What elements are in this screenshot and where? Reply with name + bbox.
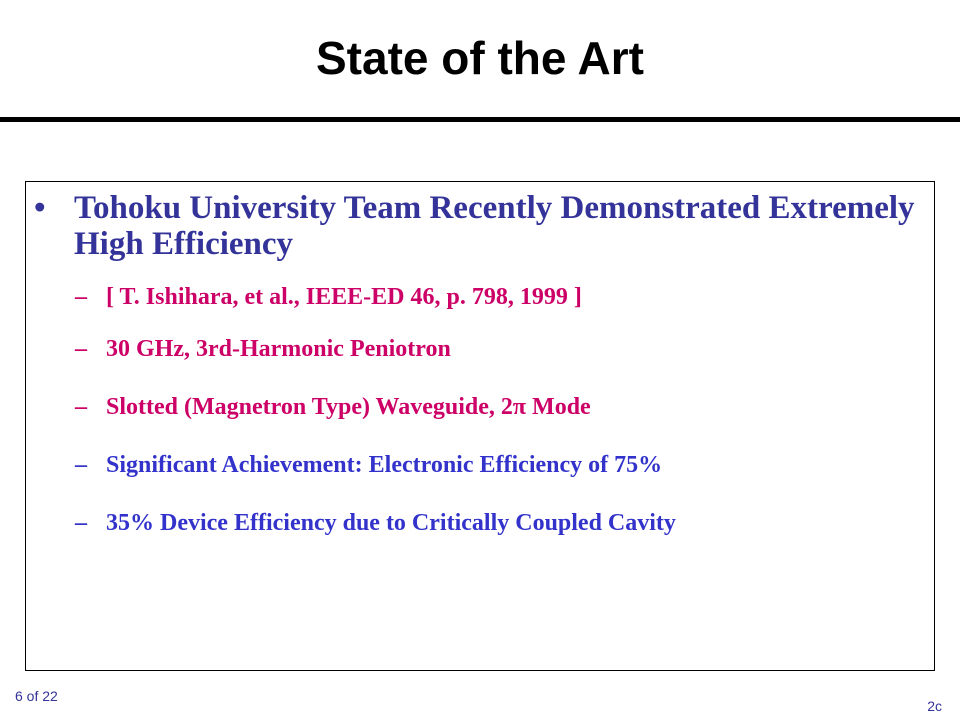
slide-code: 2c bbox=[927, 698, 942, 714]
sub-bullet-text: Significant Achievement: Electronic Efficiency of 75% bbox=[106, 452, 663, 478]
sub-bullet-text: [ T. Ishihara, et al., IEEE-ED 46, p. 798, 1999 ] bbox=[106, 284, 582, 310]
page-number: 6 of 22 bbox=[15, 688, 58, 704]
sub-bullet-text: Slotted (Magnetron Type) Waveguide, 2π Mode bbox=[106, 394, 591, 420]
sub-bullet-text: 35% Device Efficiency due to Critically Coupled Cavity bbox=[106, 510, 676, 536]
sub-bullet-marker: – bbox=[75, 510, 87, 536]
sub-bullet-marker: – bbox=[75, 284, 87, 310]
title-divider bbox=[0, 117, 960, 122]
sub-bullet-marker: – bbox=[75, 336, 87, 362]
slide-title: State of the Art bbox=[316, 32, 644, 84]
sub-bullet-marker: – bbox=[75, 394, 87, 420]
bullet-marker: • bbox=[34, 190, 46, 226]
sub-bullet-marker: – bbox=[75, 452, 87, 478]
main-bullet-text: Tohoku University Team Recently Demonstrated Extremely High Efficiency bbox=[74, 190, 915, 262]
sub-bullet-text: 30 GHz, 3rd-Harmonic Peniotron bbox=[106, 336, 451, 362]
